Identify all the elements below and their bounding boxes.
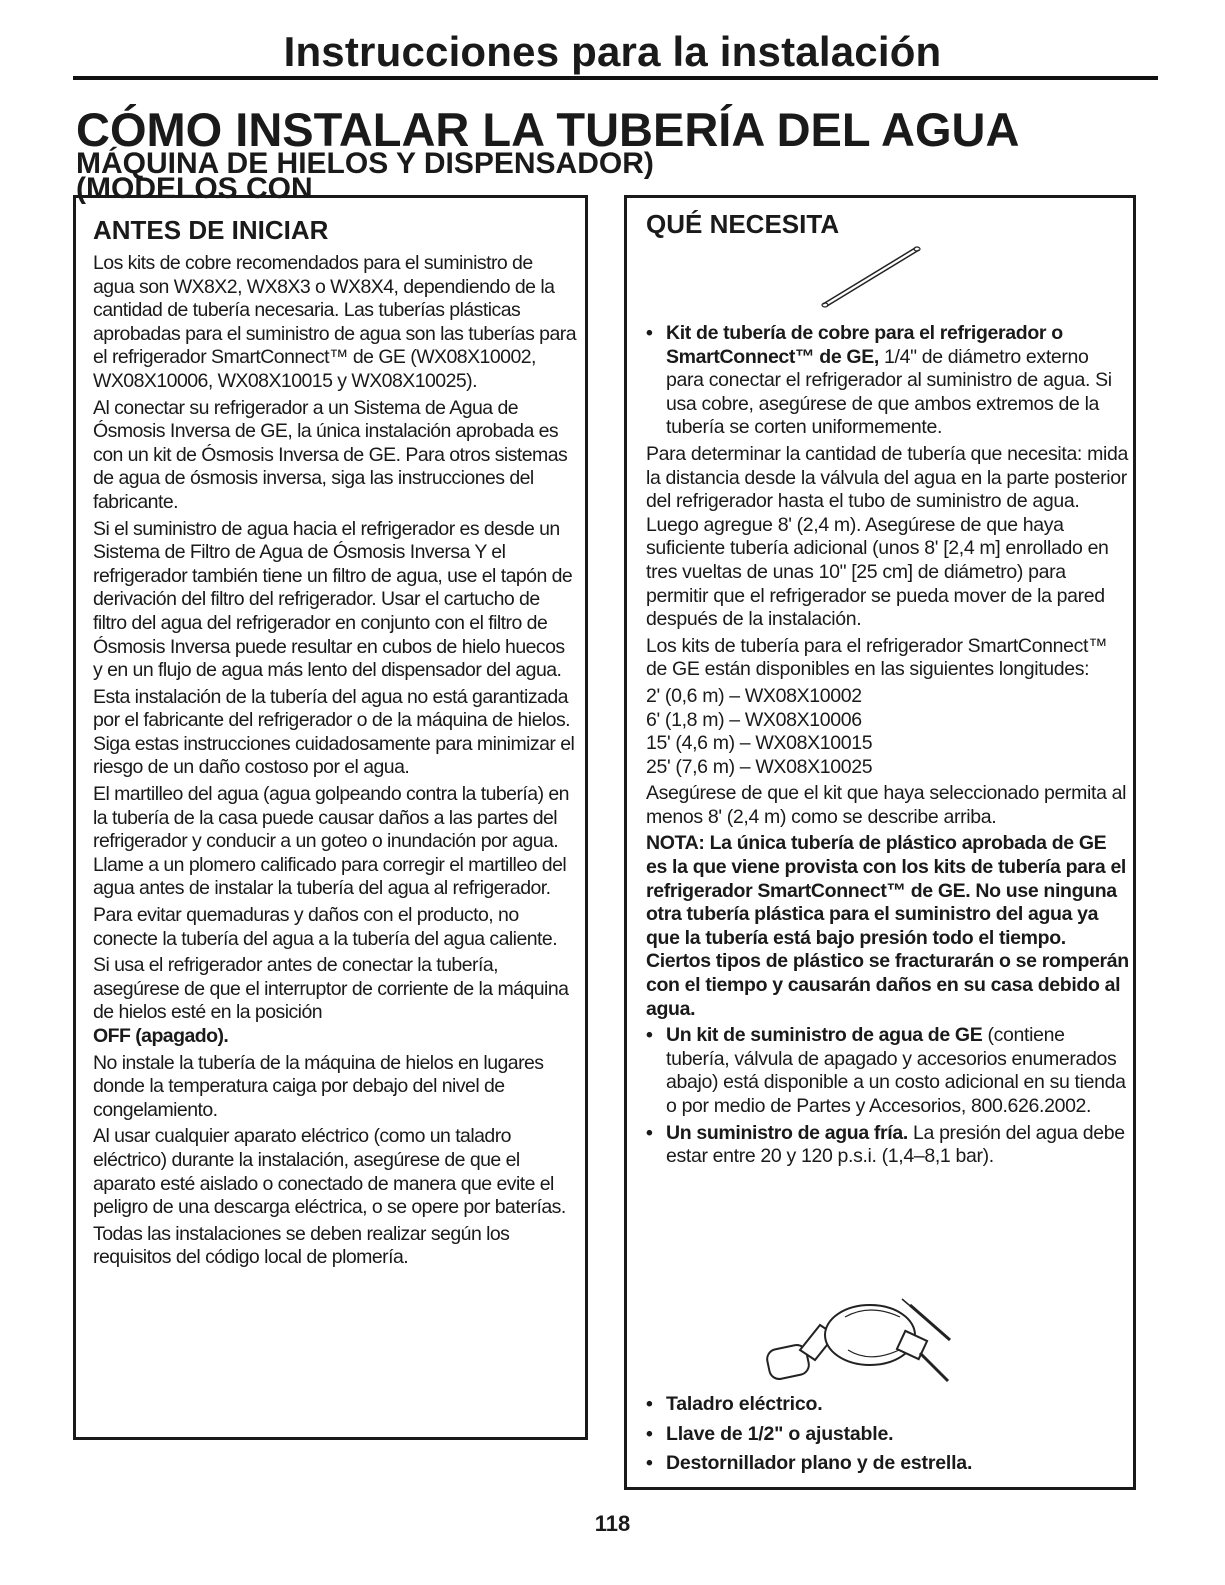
paragraph: Al usar cualquier aparato eléctrico (como un taladro eléctrico) durante la instalación, asegúrese de que el aparato esté aislado o conectado de manera que evite el peligro de una descarga eléctrica, o se opere por baterías.: [93, 1125, 566, 1219]
length-item: 6' (1,8 m) – WX08X10006: [646, 708, 862, 731]
bullet-dot: •: [646, 1422, 653, 1445]
bullet-text: Llave de 1/2" o ajustable.: [666, 1422, 894, 1445]
tools-list: [646, 1393, 1116, 1476]
note: NOTA: La única tubería de plástico aprobada de GE es la que viene provista con los kits de tubería para el refrigerador SmartConnect™ de GE. No use ninguna otra tubería plástica para el suministro del agua ya que la tubería está bajo presión todo el tiempo. Ciertos tipos de plástico se fracturarán o se romperán con el tiempo y causarán daños en su casa debido al agua.: [646, 832, 1129, 1020]
length-item: 25' (7,6 m) – WX08X10025: [646, 755, 873, 778]
bullet-dot: •: [646, 1024, 653, 1047]
bullet-drill: [646, 1393, 1116, 1417]
off-label: OFF (apagado).: [93, 1025, 229, 1047]
bullet-text: Destornillador plano y de estrella.: [666, 1452, 973, 1475]
before-you-begin-title: ANTES DE INICIAR: [93, 215, 329, 245]
bullet-text: 1/4" de diámetro externo para conectar el refrigerador al suministro de agua. Si usa cobre, asegúrese de que ambos extremos de la tubería se corten uniformemente.: [666, 345, 1112, 439]
section-heading-main: CÓMO INSTALAR LA TUBERÍA DEL AGUA: [76, 103, 1018, 156]
page-number: 118: [594, 1511, 631, 1536]
what-you-need-text: [646, 322, 1130, 1169]
length-item: 15' (4,6 m) – WX08X10015: [646, 732, 873, 755]
paragraph: Todas las instalaciones se deben realizar según los requisitos del código local de plomería.: [93, 1222, 510, 1269]
length-item: 2' (0,6 m) – WX08X10002: [646, 684, 862, 707]
what-you-need-title: QUÉ NECESITA: [646, 209, 840, 239]
bullet-text: La presión del agua debe estar entre 20 y 120 p.s.i. (1,4–8,1 bar).: [666, 1121, 1125, 1168]
page-title: Instrucciones para la instalación: [283, 28, 942, 75]
bullet-supply-kit: [646, 1024, 1130, 1118]
paragraph: El martilleo del agua (agua golpeando contra la tubería) en la tubería de la casa puede causar daños a las partes del refrigerador y conducir a un goteo o inundación por agua. Llame a un plomero calificado para corregir el martilleo del agua antes de instalar la tubería del agua al refrigerador.: [93, 783, 569, 900]
paragraph: Para determinar la cantidad de tubería que necesita: mida la distancia desde la válvula del agua en la parte posterior del refrigerador hasta el tubo de suministro de agua. Luego agregue 8' (2,4 m). Asegúrese de que haya suficiente tubería adicional (unos 8' [2,4 m] enrollado en tres vueltas de unas 10" [25 cm] de diámetro) para permitir que el refrigerador se pueda mover de la pared después de la instalación.: [646, 442, 1128, 631]
paragraph-text: Si usa el refrigerador antes de conectar la tubería, asegúrese de que el interruptor de corriente de la máquina de hielos esté en la posición: [93, 954, 569, 1024]
bullet-dot: •: [646, 1452, 653, 1475]
paragraph: Al conectar su refrigerador a un Sistema de Agua de Ósmosis Inversa de GE, la única instalación aprobada es con un kit de Ósmosis Inversa de GE. Para otros sistemas de agua de ósmosis inversa, siga las instrucciones del fabricante.: [93, 396, 568, 513]
paragraph: Asegúrese de que el kit que haya seleccionado permita al menos 8' (2,4 m) como se describe arriba.: [646, 782, 1127, 828]
paragraph: Esta instalación de la tubería del agua no está garantizada por el fabricante del refrigerador o de la máquina de hielos. Siga estas instrucciones cuidadosamente para minimizar el riesgo de un daño costoso por el agua.: [93, 685, 575, 779]
section-heading-small: (MODELOS CON: [76, 172, 313, 205]
title-rule: [73, 76, 1158, 80]
bullet-screwdriver: [646, 1452, 1116, 1476]
paragraph: No instale la tubería de la máquina de hielos en lugares donde la temperatura caiga por debajo del nivel de congelamiento.: [93, 1051, 544, 1121]
paragraph: Los kits de cobre recomendados para el suministro de agua son WX8X2, WX8X3 o WX8X4, dependiendo de la cantidad de tubería necesaria. Las tuberías plásticas aprobadas para el suministro de agua son las tuberías para el refrigerador SmartConnect™ de GE (WX08X10002, WX08X10006, WX08X10015 y WX08X10025).: [93, 252, 577, 392]
bullet-dot: •: [646, 1121, 653, 1144]
bullet-dot: •: [646, 322, 653, 344]
bullet-bold-text: Un suministro de agua fría.: [666, 1121, 908, 1144]
bullet-text: (contiene tubería, válvula de apagado y accesorios enumerados abajo) está disponible a un costo adicional en su tienda o por medio de Partes y Accesorios, 800.626.2002.: [666, 1024, 1126, 1117]
drill-illustration: [760, 1295, 960, 1395]
before-you-begin-text: [93, 252, 578, 1273]
paragraph: Los kits de tubería para el refrigerador SmartConnect™ de GE están disponibles en las siguientes longitudes:: [646, 634, 1108, 681]
bullet-dot: •: [646, 1393, 653, 1415]
section-subheading: MÁQUINA DE HIELOS Y DISPENSADOR): [76, 147, 654, 180]
bullet-text: Taladro eléctrico.: [666, 1393, 823, 1415]
paragraph: [93, 954, 578, 1048]
tubing-illustration: [815, 240, 925, 310]
bullet-cold-water: [646, 1122, 1130, 1169]
paragraph: Si el suministro de agua hacia el refrigerador es desde un Sistema de Filtro de Agua de Ósmosis Inversa Y el refrigerador también tiene un filtro de agua, use el tapón de derivación del filtro del refrigerador. Usar el cartucho de filtro del agua del refrigerador en conjunto con el filtro de Ósmosis Inversa puede resultar en cubos de hielo huecos y en un flujo de agua más lento del dispensador del agua.: [93, 517, 573, 682]
bullet-bold-text: Un kit de suministro de agua de GE: [666, 1024, 983, 1047]
bullet-bold-text: Kit de tubería de cobre para el refrigerador o SmartConnect™ de GE,: [666, 322, 1063, 368]
paragraph: Para evitar quemaduras y daños con el producto, no conecte la tubería del agua a la tubería del agua caliente.: [93, 904, 558, 950]
bullet-wrench: [646, 1423, 1116, 1447]
bullet-copper-kit: [646, 322, 1130, 440]
